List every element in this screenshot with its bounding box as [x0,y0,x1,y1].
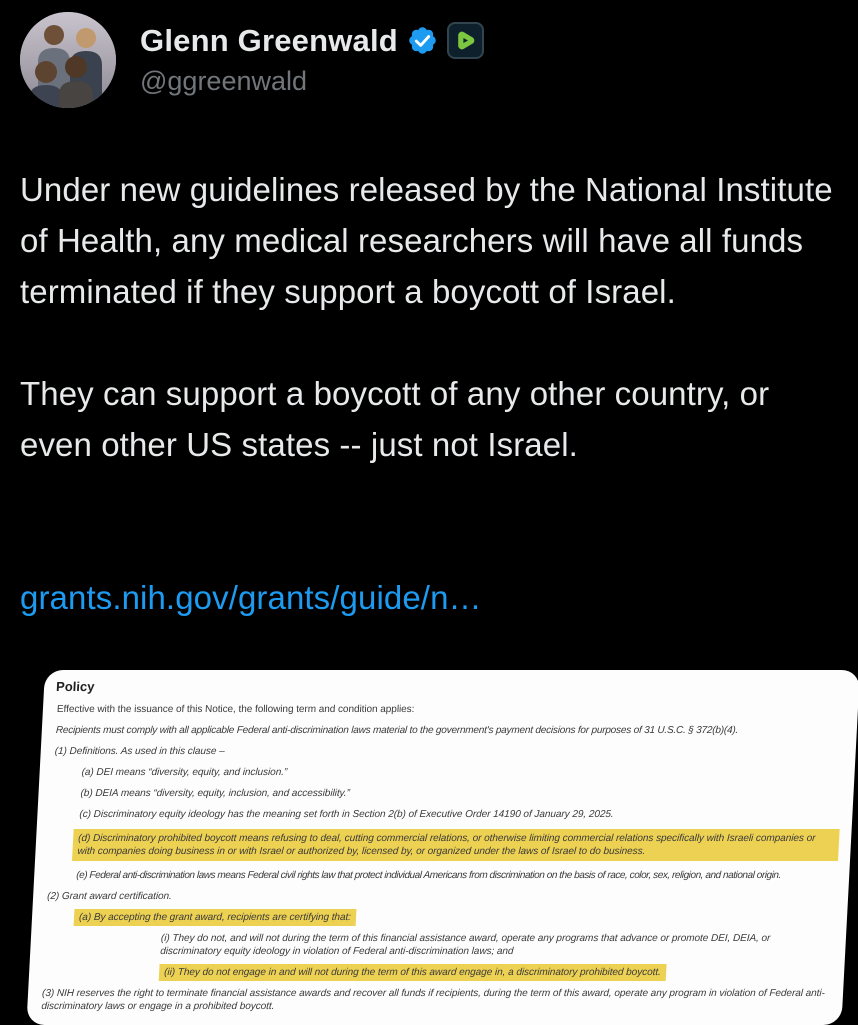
verified-checkmark-icon [407,25,438,56]
document-line: (b) DEIA means “diversity, equity, inclusion, and accessibility.” [80,788,351,799]
document-line [159,966,833,979]
author-name-row [140,22,484,59]
document-line: (e) Federal anti-discrimination laws means Federal civil rights law that protect individual Americans from discrimination on the basis of race, color, sex, religion, and national origin. [75,870,782,881]
document-line: (1) Definitions. As used in this clause – [54,746,225,757]
tweet-text-paragraph-1: Under new guidelines released by the National Institute of Health, any medical researchers will have all funds terminated if they support a boycott of Israel. [20,171,833,310]
avatar[interactable] [20,12,116,108]
document-line: (i) They do not, and will not during the term of this financial assistance award, operate any programs that advance or promote DEI, DEIA, or discriminatory equity ideology in violation of Federal anti-discrimination laws; and [159,933,771,957]
attached-document-image[interactable] [26,670,858,1025]
document-line: (3) NIH reserves the right to terminate financial assistance awards and recover all funds if recipients, during the term of this award, operate any program in violation of Federal anti-discriminatory laws or engage in a prohibited boycott. [41,988,826,1012]
tweet-body [0,164,858,1025]
tweet-header [0,0,858,108]
tweet-text-paragraph-2: They can support a boycott of any other country, or even other US states -- just not Israel. [20,375,770,463]
avatar-photo-placeholder [20,12,116,108]
author-handle[interactable]: @ggreenwald [140,66,308,96]
document-line: (c) Discriminatory equity ideology has the meaning set forth in Section 2(b) of Executive Order 14190 of January 29, 2025. [79,809,614,820]
document-line [74,911,836,924]
document-line: (a) DEI means “diversity, equity, and inclusion.” [81,767,288,778]
document-line: Effective with the issuance of this Notice, the following term and condition applies: [56,704,415,715]
highlighted-text: (a) By accepting the grant award, recipients are certifying that: [74,909,357,926]
document-line: (2) Grant award certification. [46,891,173,902]
author-name[interactable]: Glenn Greenwald [140,22,398,58]
rumble-play-icon [453,28,478,53]
author-id-block [140,12,484,97]
document-title: Policy [55,679,95,694]
document-line: Recipients must comply with all applicable Federal anti-discrimination laws material to the government's payment decisions for purposes of 31 U.S.C. § 372(b)(4). [55,725,739,736]
rumble-badge[interactable] [447,22,484,59]
document-lines [39,703,846,1013]
tweet-link[interactable]: grants.nih.gov/grants/guide/n… [20,579,482,616]
document-line: (d) Discriminatory prohibited boycott means refusing to deal, cutting commercial relations, or otherwise limiting commercial relations specifically with Israeli companies or with companies doing business in or with Israel or authorized by, licensed by, or organized under the laws of Israel to do business. [72,829,840,861]
highlighted-text: (ii) They do not engage in and will not during the term of this award engage in, a discriminatory prohibited boycott. [159,964,667,981]
